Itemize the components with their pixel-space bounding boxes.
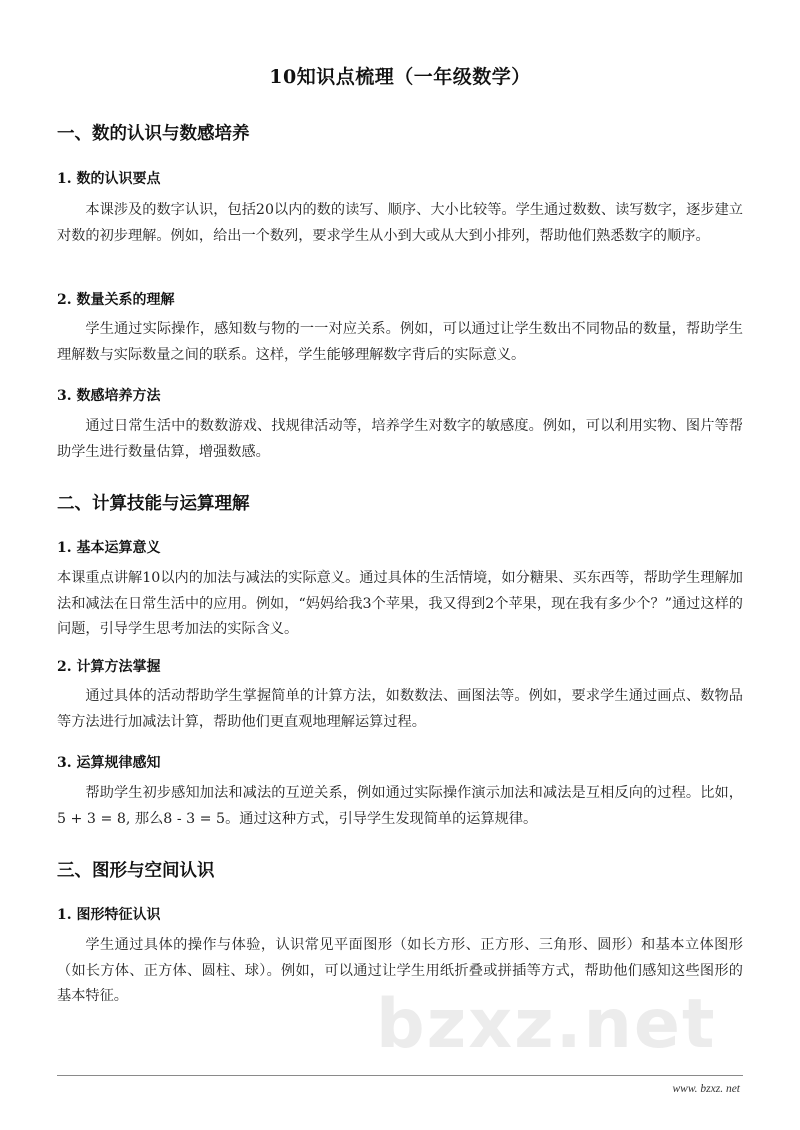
section-heading-1: 一、数的认识与数感培养 <box>57 124 250 144</box>
section-heading-3: 三、图形与空间认识 <box>57 861 215 881</box>
paragraph-1-1: 本课涉及的数字认识，包括20以内的数的读写、顺序、大小比较等。学生通过数数、读写数字，逐步建立对数的初步理解。例如，给出一个数列，要求学生从小到大或从大到小排列，帮助他们熟悉数字的顺序。 <box>57 202 743 244</box>
subsection-heading-3-1: 1. 图形特征认识 <box>57 907 161 923</box>
subsection-heading-1-2: 2. 数量关系的理解 <box>57 292 175 308</box>
subsection-heading-2-1: 1. 基本运算意义 <box>57 540 161 556</box>
footer-url: www. bzxz. net <box>672 1083 740 1095</box>
paragraph-2-3: 帮助学生初步感知加法和减法的互逆关系，例如通过实际操作演示加法和减法是互相反向的过程。比如，5 + 3 = 8, 那么8 - 3 = 5。通过这种方式，引导学生发现简单的运算规律。 <box>57 785 743 827</box>
paragraph-2-1: 本课重点讲解10以内的加法与减法的实际意义。通过具体的生活情境，如分糖果、买东西等，帮助学生理解加法和减法在日常生活中的应用。例如，“妈妈给我3个苹果，我又得到2个苹果，现在我有多少个？”通过这样的问题，引导学生思考加法的实际含义。 <box>57 570 743 637</box>
paragraph-1-2: 学生通过实际操作，感知数与物的一一对应关系。例如，可以通过让学生数出不同物品的数量，帮助学生理解数与实际数量之间的联系。这样，学生能够理解数字背后的实际意义。 <box>57 321 743 363</box>
section-heading-2: 二、计算技能与运算理解 <box>57 494 250 514</box>
paragraph-3-1: 学生通过具体的操作与体验，认识常见平面图形（如长方形、正方形、三角形、圆形）和基本立体图形（如长方体、正方体、圆柱、球）。例如，可以通过让学生用纸折叠或拼插等方式，帮助他们感知这些图形的基本特征。 <box>57 937 743 1004</box>
footer-divider <box>57 1075 743 1076</box>
subsection-heading-2-3: 3. 运算规律感知 <box>57 755 161 771</box>
subsection-heading-1-3: 3. 数感培养方法 <box>57 388 161 404</box>
subsection-heading-1-1: 1. 数的认识要点 <box>57 171 161 187</box>
paragraph-2-2: 通过具体的活动帮助学生掌握简单的计算方法，如数数法、画图法等。例如，要求学生通过画点、数物品等方法进行加减法计算，帮助他们更直观地理解运算过程。 <box>57 688 743 730</box>
subsection-heading-2-2: 2. 计算方法掌握 <box>57 659 161 675</box>
paragraph-1-3: 通过日常生活中的数数游戏、找规律活动等，培养学生对数字的敏感度。例如，可以利用实物、图片等帮助学生进行数量估算，增强数感。 <box>57 418 743 460</box>
watermark: bzxz.net <box>376 985 717 1064</box>
document-title: 10知识点梳理（一年级数学） <box>269 66 531 88</box>
